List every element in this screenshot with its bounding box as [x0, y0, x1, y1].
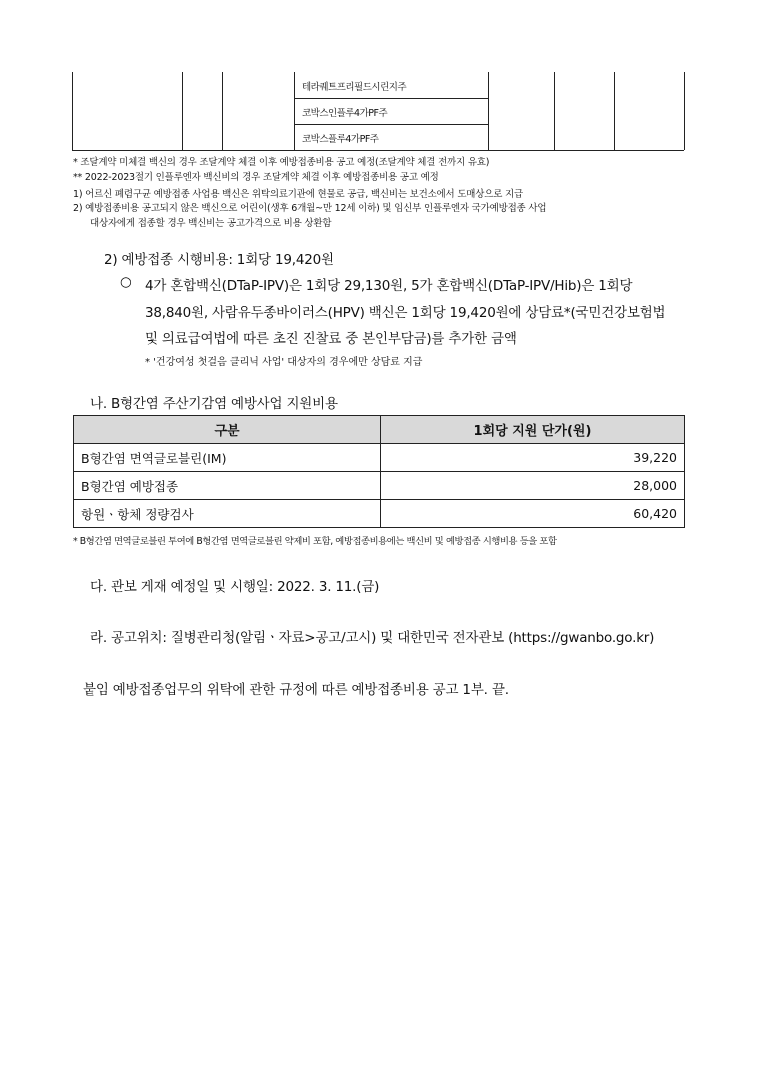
table-row — [74, 500, 685, 528]
table-border — [294, 72, 295, 150]
table-border — [294, 98, 488, 99]
table-border — [684, 72, 685, 150]
row-value: 60,420 — [381, 500, 685, 528]
row-label: 항원ㆍ항체 정량검사 — [74, 500, 381, 528]
column-header: 1회당 지원 단가(원) — [381, 416, 685, 444]
table-header-row — [74, 416, 685, 444]
footnote: * B형간염 면역글로블린 투여에 B형간염 면역글로블린 약제비 포함, 예방접종비용에는 백신비 및 예방접종 시행비용 등을 포함 — [73, 536, 557, 547]
table-note: 1) 어르신 폐렴구균 예방접종 사업용 백신은 위탁의료기관에 현물로 공급, 백신비는 보건소에서 도매상으로 지급 — [73, 189, 523, 200]
table-border — [294, 124, 488, 125]
row-label: B형간염 면역글로블린(IM) — [74, 444, 381, 472]
column-header: 구분 — [74, 416, 381, 444]
table-border — [554, 72, 555, 150]
effective-date-line: 다. 관보 게재 예정일 및 시행일: 2022. 3. 11.(금) — [90, 579, 380, 595]
row-value: 39,220 — [381, 444, 685, 472]
paragraph-line: 및 의료급여법에 따른 초진 진찰료 중 본인부담금)를 추가한 금액 — [145, 331, 517, 347]
table-border — [72, 72, 73, 150]
table-note: 대상자에게 접종할 경우 백신비는 공고가격으로 비용 상환함 — [90, 218, 332, 229]
vaccine-name: 테라퀘트프리필드시린지주 — [302, 82, 407, 93]
table-border — [488, 72, 489, 150]
hepatitis-b-support-table — [73, 415, 685, 528]
footnote: * '건강여성 첫걸음 클리닉 사업' 대상자의 경우에만 상담료 지급 — [145, 357, 423, 368]
table-row — [74, 444, 685, 472]
table-border — [222, 72, 223, 150]
attachment-line: 붙임 예방접종업무의 위탁에 관한 규정에 따른 예방접종비용 공고 1부. 끝. — [83, 682, 509, 698]
table-border — [182, 72, 183, 150]
section-heading: 2) 예방접종 시행비용: 1회당 19,420원 — [104, 252, 334, 268]
table-row — [74, 472, 685, 500]
paragraph-line: 38,840원, 사람유두종바이러스(HPV) 백신은 1회당 19,420원에 상담료*(국민건강보험법 — [145, 305, 666, 321]
table-note: 2) 예방접종비용 공고되지 않은 백신으로 어린이(생후 6개월~만 12세 이하) 및 임신부 인플루엔자 국가예방접종 사업 — [73, 203, 547, 214]
bullet-symbol: ○ — [120, 274, 132, 290]
section-heading: 나. B형간염 주산기감염 예방사업 지원비용 — [90, 396, 338, 412]
table-note: * 조달계약 미체결 백신의 경우 조달계약 체결 이후 예방접종비용 공고 예정(조달계약 체결 전까지 유효) — [73, 157, 490, 168]
notice-location-line: 라. 공고위치: 질병관리청(알림ㆍ자료>공고/고시) 및 대한민국 전자관보 (https://gwanbo.go.kr) — [90, 630, 655, 646]
vaccine-name: 코박스플루4가PF주 — [302, 134, 379, 145]
row-label: B형간염 예방접종 — [74, 472, 381, 500]
table-note: ** 2022-2023절기 인플루엔자 백신비의 경우 조달계약 체결 이후 예방접종비용 공고 예정 — [73, 172, 439, 183]
vaccine-name: 코박스인플루4가PF주 — [302, 108, 388, 119]
table-border — [614, 72, 615, 150]
paragraph-line: 4가 혼합백신(DTaP-IPV)은 1회당 29,130원, 5가 혼합백신(DTaP-IPV/Hib)은 1회당 — [145, 278, 633, 294]
table-border — [72, 150, 684, 151]
vaccine-cost-table-fragment — [72, 72, 684, 150]
row-value: 28,000 — [381, 472, 685, 500]
